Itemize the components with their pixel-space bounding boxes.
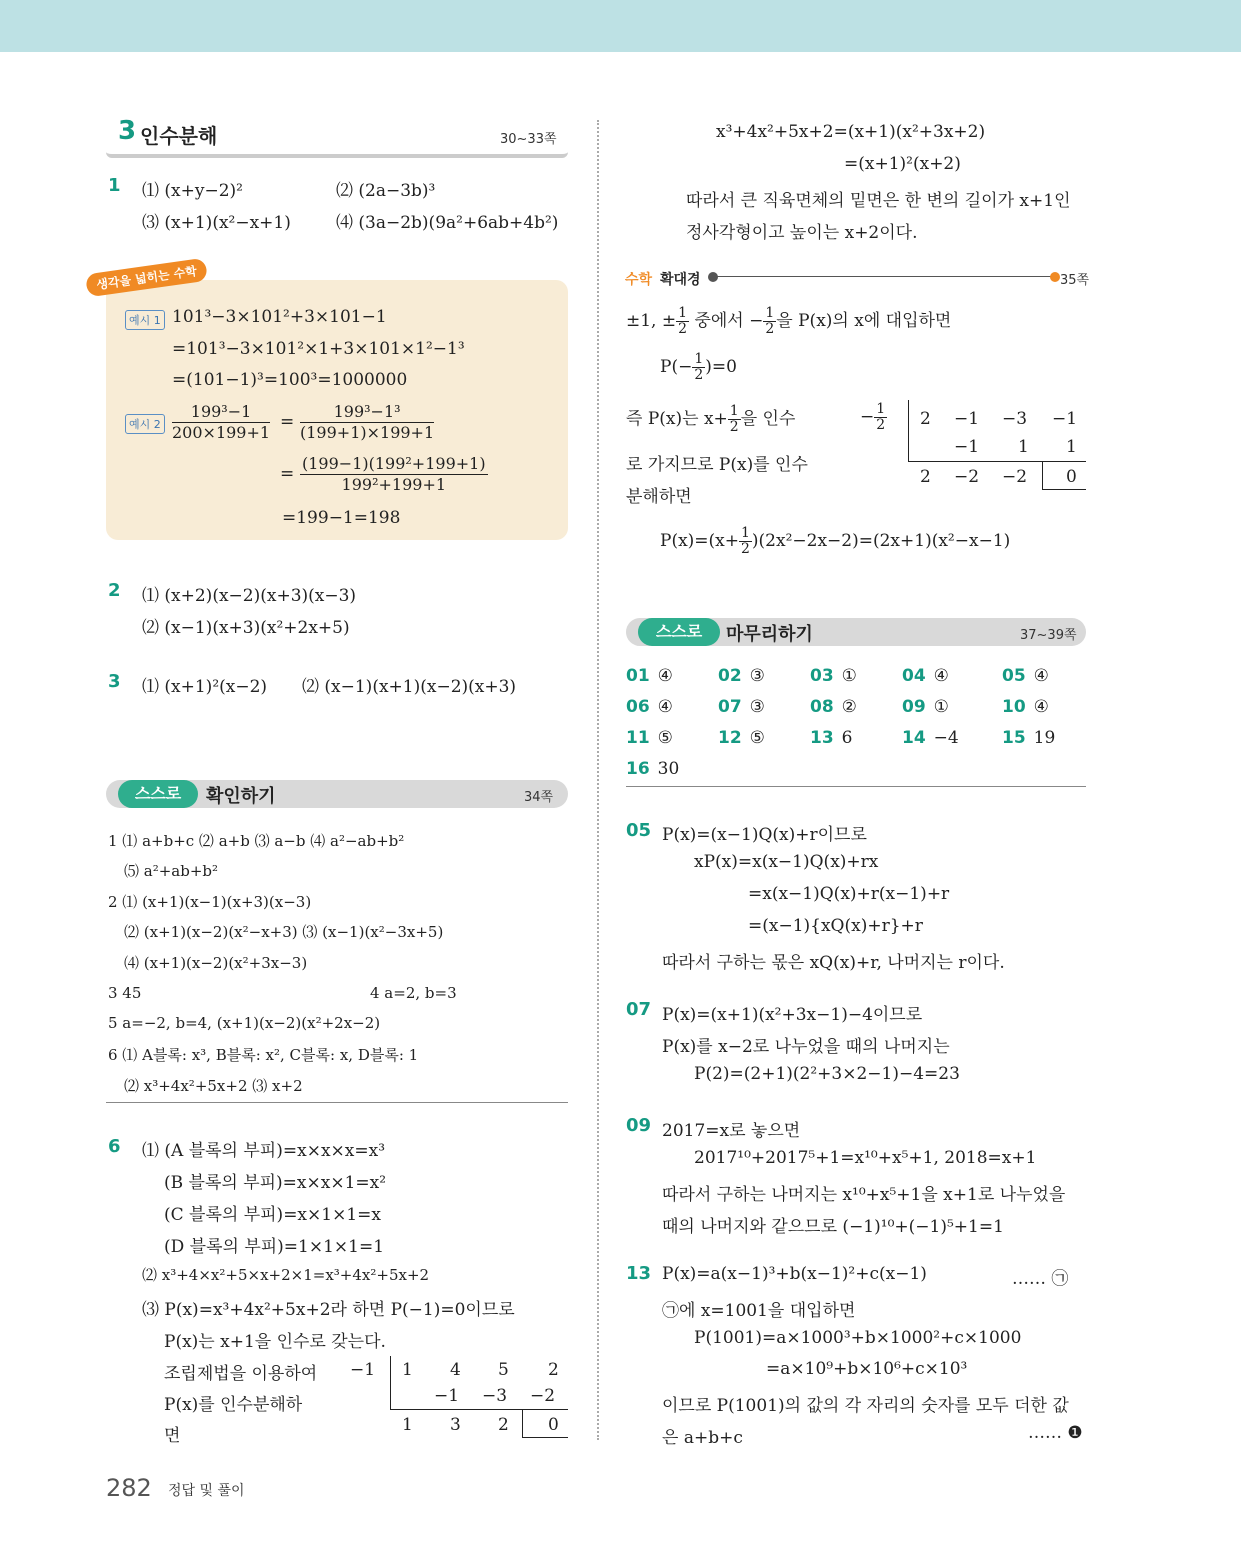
sol13-marker: …… ㉠ [1012, 1269, 1069, 1289]
finish-answer-number: 02 [718, 666, 742, 686]
finish-pill: 스스로 [638, 618, 720, 646]
finish-answer-number: 15 [1002, 728, 1026, 748]
magnifier-line-1: ±1, ± $\frac{1}{2}$ 중에서 − $\frac{1}{2}$ 을 P(x)의 x에 대입하면 [626, 305, 952, 337]
example-2-fraction-1: $\frac{\text{199³−1}}{200\times 199+1}$ [172, 402, 271, 442]
check-line: 1 ⑴ a+b+c ⑵ a+b ⑶ a−b ⑷ a²−ab+b² [108, 832, 405, 850]
synth-cell: −2 [954, 467, 980, 487]
finish-title: 마무리하기 [726, 624, 813, 645]
finish-answer-value: ④ [933, 666, 949, 686]
sol09-line: 2017¹⁰+2017⁵+1=x¹⁰+x⁵+1, 2018=x+1 [694, 1148, 1037, 1168]
magnifier-title-2: 확대경 [660, 272, 701, 288]
finish-answer-number: 09 [902, 697, 926, 717]
finish-answer-value: ④ [657, 697, 673, 717]
q1-answer-2: ⑵ (2a−3b)³ [336, 181, 436, 201]
example-2-result: =199−1=198 [282, 508, 401, 528]
finish-answer-number: 10 [1002, 697, 1026, 717]
top-color-band [0, 0, 1241, 52]
finish-answer-item [1002, 728, 1055, 748]
sol07-line: P(x)를 x−2로 나누었을 때의 나머지는 [662, 1037, 950, 1057]
synth-cell: −1 [1052, 409, 1078, 429]
page-number: 282 [106, 1474, 152, 1502]
check-line: ⑷ (x+1)(x−2)(x²+3x−3) [124, 954, 308, 972]
sol05-line: =(x−1){xQ(x)+r}+r [748, 916, 923, 936]
magnifier-line [716, 276, 1054, 277]
magnifier-line-4: 로 가지므로 P(x)를 인수 [626, 455, 808, 475]
sol05-line: xP(x)=x(x−1)Q(x)+rx [694, 852, 879, 872]
finish-answer-item [1002, 697, 1049, 717]
check-line: 3 45 [108, 984, 142, 1002]
sol07-line: P(2)=(2+1)(2²+3×2−1)−4=23 [694, 1064, 960, 1084]
synth-vline [908, 400, 909, 462]
finish-answer-value: 19 [1033, 728, 1056, 748]
check-line: 6 ⑴ A블록: x³, B블록: x², C블록: x, D블록: 1 [108, 1046, 419, 1064]
finish-answer-value: ⑤ [657, 728, 673, 748]
magnifier-line-2: P(− $\frac{1}{2}$ )=0 [660, 351, 737, 383]
sol6-line: ⑵ x³+4×x²+5×x+2×1=x³+4x²+5x+2 [142, 1266, 430, 1284]
finish-answer-item [718, 666, 765, 686]
sol6-line: 면 [164, 1426, 181, 1446]
synth-remainder-box [1042, 462, 1086, 490]
synth-cell: 2 [920, 409, 931, 429]
bullet-dot [708, 272, 718, 282]
finish-answer-value: ① [933, 697, 949, 717]
synth-cell: 1 [1018, 437, 1029, 457]
right-top-line: 따라서 큰 직육면체의 밑면은 한 변의 길이가 x+1인 [686, 191, 1071, 211]
sol6-line: (B 블록의 부피)=x×x×1=x² [164, 1173, 387, 1193]
q1-answer-1: ⑴ (x+y−2)² [142, 181, 243, 201]
bullet-dot [1050, 272, 1060, 282]
magnifier-pages: 35쪽 [1060, 273, 1090, 288]
finish-answer-item [902, 666, 949, 686]
finish-answer-number: 12 [718, 728, 742, 748]
finish-answer-number: 03 [810, 666, 834, 686]
synth-root: −1 [350, 1360, 376, 1380]
sol6-line: 조립제법을 이용하여 [164, 1364, 318, 1384]
synth-cell: 1 [1066, 437, 1077, 457]
q1-answer-4: ⑷ (3a−2b)(9a²+6ab+4b²) [336, 213, 559, 233]
magnifier-line-3: 즉 P(x)는 x+ $\frac{1}{2}$ 을 인수 [626, 403, 796, 435]
sol6-line: (D 블록의 부피)=1×1×1=1 [164, 1237, 385, 1257]
finish-answer-number: 13 [810, 728, 834, 748]
q2-answer-2: ⑵ (x−1)(x+3)(x²+2x+5) [142, 618, 350, 638]
right-top-line: 정사각형이고 높이는 x+2이다. [686, 223, 918, 243]
finish-answer-value: ② [841, 697, 857, 717]
sol05-line: P(x)=(x−1)Q(x)+r이므로 [662, 825, 867, 845]
sol13-line: ㉠에 x=1001을 대입하면 [662, 1301, 856, 1321]
finish-answer-item [626, 666, 673, 686]
right-top-line: =(x+1)²(x+2) [844, 154, 961, 174]
check-rule [106, 1102, 568, 1103]
finish-answer-number: 05 [1002, 666, 1026, 686]
synth-cell: 0 [1066, 467, 1077, 487]
sol6-line: P(x)는 x+1을 인수로 갖는다. [164, 1332, 386, 1352]
example-1-line-1: 101³−3×101²+3×101−1 [172, 307, 387, 327]
finish-answer-item [810, 666, 857, 686]
q1-number: 1 [108, 175, 121, 196]
synth-root: − $\frac{1}{2}$ [860, 401, 886, 433]
magnifier-line-5: 분해하면 [626, 487, 692, 507]
check-line: ⑵ x³+4x²+5x+2 ⑶ x+2 [124, 1077, 303, 1095]
finish-answer-item [1002, 666, 1049, 686]
example-1-tag: 예시 1 [125, 310, 165, 330]
synth-cell: 5 [498, 1360, 509, 1380]
check-line: ⑵ (x+1)(x−2)(x²−x+3) ⑶ (x−1)(x²−3x+5) [124, 923, 444, 941]
sol13-line: =a×10⁹+b×10⁶+c×10³ [766, 1359, 968, 1379]
synth-cell: 4 [450, 1360, 461, 1380]
header-underline [106, 152, 568, 158]
synth-cell: −2 [530, 1386, 556, 1406]
magnifier-title-1: 수학 [625, 272, 653, 288]
check-line: ⑸ a²+ab+b² [124, 862, 219, 880]
section-pages: 30~33쪽 [500, 132, 557, 147]
finish-answer-value: ④ [657, 666, 673, 686]
right-top-line: x³+4x²+5x+2=(x+1)(x²+3x+2) [716, 122, 986, 142]
synth-cell: 1 [402, 1415, 413, 1435]
finish-answer-value: ③ [749, 666, 765, 686]
sol09-number: 09 [626, 1115, 652, 1136]
example-2-tag: 예시 2 [125, 414, 165, 434]
equals-sign: = [280, 464, 295, 484]
check-line: 4 a=2, b=3 [370, 984, 457, 1002]
finish-answer-item [810, 728, 853, 748]
finish-answer-item [626, 697, 673, 717]
sol05-line: =x(x−1)Q(x)+r(x−1)+r [748, 884, 950, 904]
example-1-line-2: =101³−3×101²×1+3×101×1²−1³ [172, 339, 465, 359]
sol13-marker: …… ❶ [1028, 1423, 1083, 1443]
sol6-line: (C 블록의 부피)=x×1×1=x [164, 1205, 381, 1225]
check-title: 확인하기 [206, 786, 276, 807]
synth-cell: −3 [482, 1386, 508, 1406]
sol13-line: 은 a+b+c [662, 1428, 743, 1448]
sol13-line: P(1001)=a×1000³+b×1000²+c×1000 [694, 1328, 1022, 1348]
q1-answer-3: ⑶ (x+1)(x²−x+1) [142, 213, 291, 233]
sol6-number: 6 [108, 1136, 121, 1157]
synth-cell: −1 [954, 437, 980, 457]
finish-answer-number: 11 [626, 728, 650, 748]
finish-rule [626, 786, 1086, 787]
check-line: 5 a=−2, b=4, (x+1)(x−2)(x²+2x−2) [108, 1014, 381, 1032]
sol6-line: P(x)를 인수분해하 [164, 1395, 303, 1415]
finish-pages: 37~39쪽 [1020, 628, 1077, 643]
sol07-line: P(x)=(x+1)(x²+3x−1)−4이므로 [662, 1005, 923, 1025]
finish-answer-item [626, 728, 673, 748]
check-pages: 34쪽 [524, 790, 554, 805]
q3-number: 3 [108, 671, 121, 692]
sol13-line: 이므로 P(1001)의 값의 각 자리의 숫자를 모두 더한 값 [662, 1396, 1069, 1416]
sol6-line: ⑶ P(x)=x³+4x²+5x+2라 하면 P(−1)=0이므로 [142, 1300, 515, 1320]
synth-cell: 2 [548, 1360, 559, 1380]
sol09-line: 때의 나머지와 같으므로 (−1)¹⁰+(−1)⁵+1=1 [662, 1217, 1004, 1237]
magnifier-line-6: P(x)=(x+ $\frac{1}{2}$ )(2x²−2x−2)=(2x+1)(x²−x−1) [660, 525, 1011, 557]
finish-answer-item [902, 728, 959, 748]
finish-answer-item [810, 697, 857, 717]
sol07-number: 07 [626, 999, 652, 1020]
example-2-fraction-2: $\frac{\text{199³−1³}}{(199+1)\times 199+1}$ [300, 402, 435, 442]
synth-cell: −1 [954, 409, 980, 429]
synth-vline [390, 1356, 391, 1410]
finish-answer-item [902, 697, 949, 717]
synth-cell: 2 [498, 1415, 509, 1435]
finish-answer-item [718, 697, 765, 717]
q3-answer-1: ⑴ (x+1)²(x−2) [142, 677, 268, 697]
sol09-line: 2017=x로 놓으면 [662, 1121, 801, 1141]
sol05-number: 05 [626, 820, 652, 841]
finish-answer-value: ③ [749, 697, 765, 717]
synth-cell: 3 [450, 1415, 461, 1435]
sol6-line: ⑴ (A 블록의 부피)=x×x×x=x³ [142, 1141, 386, 1161]
finish-answer-value: 30 [657, 759, 680, 779]
synth-cell: 1 [402, 1360, 413, 1380]
q2-answer-1: ⑴ (x+2)(x−2)(x+3)(x−3) [142, 586, 357, 606]
finish-answer-number: 08 [810, 697, 834, 717]
finish-answer-value: ④ [1033, 697, 1049, 717]
synth-cell: −3 [1002, 409, 1028, 429]
finish-answer-number: 14 [902, 728, 926, 748]
finish-answer-item [718, 728, 765, 748]
finish-answer-value: 6 [841, 728, 853, 748]
finish-answer-number: 07 [718, 697, 742, 717]
example-2-fraction-3: $\frac{\text{(199−1)(199²+199+1)}}{\text{199²+199+1}}$ [302, 454, 486, 494]
footer-label: 정답 및 풀이 [168, 1483, 245, 1499]
finish-answer-value: ④ [1033, 666, 1049, 686]
finish-answer-number: 04 [902, 666, 926, 686]
finish-answer-value: ① [841, 666, 857, 686]
synth-cell: −1 [434, 1386, 460, 1406]
finish-answer-value: ⑤ [749, 728, 765, 748]
q3-answer-2: ⑵ (x−1)(x+1)(x−2)(x+3) [302, 677, 517, 697]
sol13-number: 13 [626, 1263, 652, 1284]
sol13-line: P(x)=a(x−1)³+b(x−1)²+c(x−1) [662, 1264, 927, 1284]
equals-sign: = [280, 412, 295, 432]
synth-remainder-box [522, 1410, 568, 1438]
column-divider [597, 120, 599, 1440]
check-line: 2 ⑴ (x+1)(x−1)(x+3)(x−3) [108, 893, 312, 911]
sol09-line: 따라서 구하는 나머지는 x¹⁰+x⁵+1을 x+1로 나누었을 [662, 1185, 1066, 1205]
finish-answer-item [626, 759, 679, 779]
finish-answer-number: 01 [626, 666, 650, 686]
example-1-line-3: =(101−1)³=100³=1000000 [172, 370, 408, 390]
synth-cell: 0 [548, 1415, 559, 1435]
thinking-box-label: 생각을 넓히는 수학 [85, 258, 208, 298]
check-pill: 스스로 [118, 780, 198, 808]
finish-answer-number: 16 [626, 759, 650, 779]
sol05-line: 따라서 구하는 몫은 xQ(x)+r, 나머지는 r이다. [662, 953, 1005, 973]
finish-answer-value: −4 [933, 728, 959, 748]
synth-cell: −2 [1002, 467, 1028, 487]
section-number: 3 [118, 116, 137, 146]
finish-answer-number: 06 [626, 697, 650, 717]
q2-number: 2 [108, 580, 121, 601]
section-title: 인수분해 [140, 124, 218, 148]
synth-cell: 2 [920, 467, 931, 487]
